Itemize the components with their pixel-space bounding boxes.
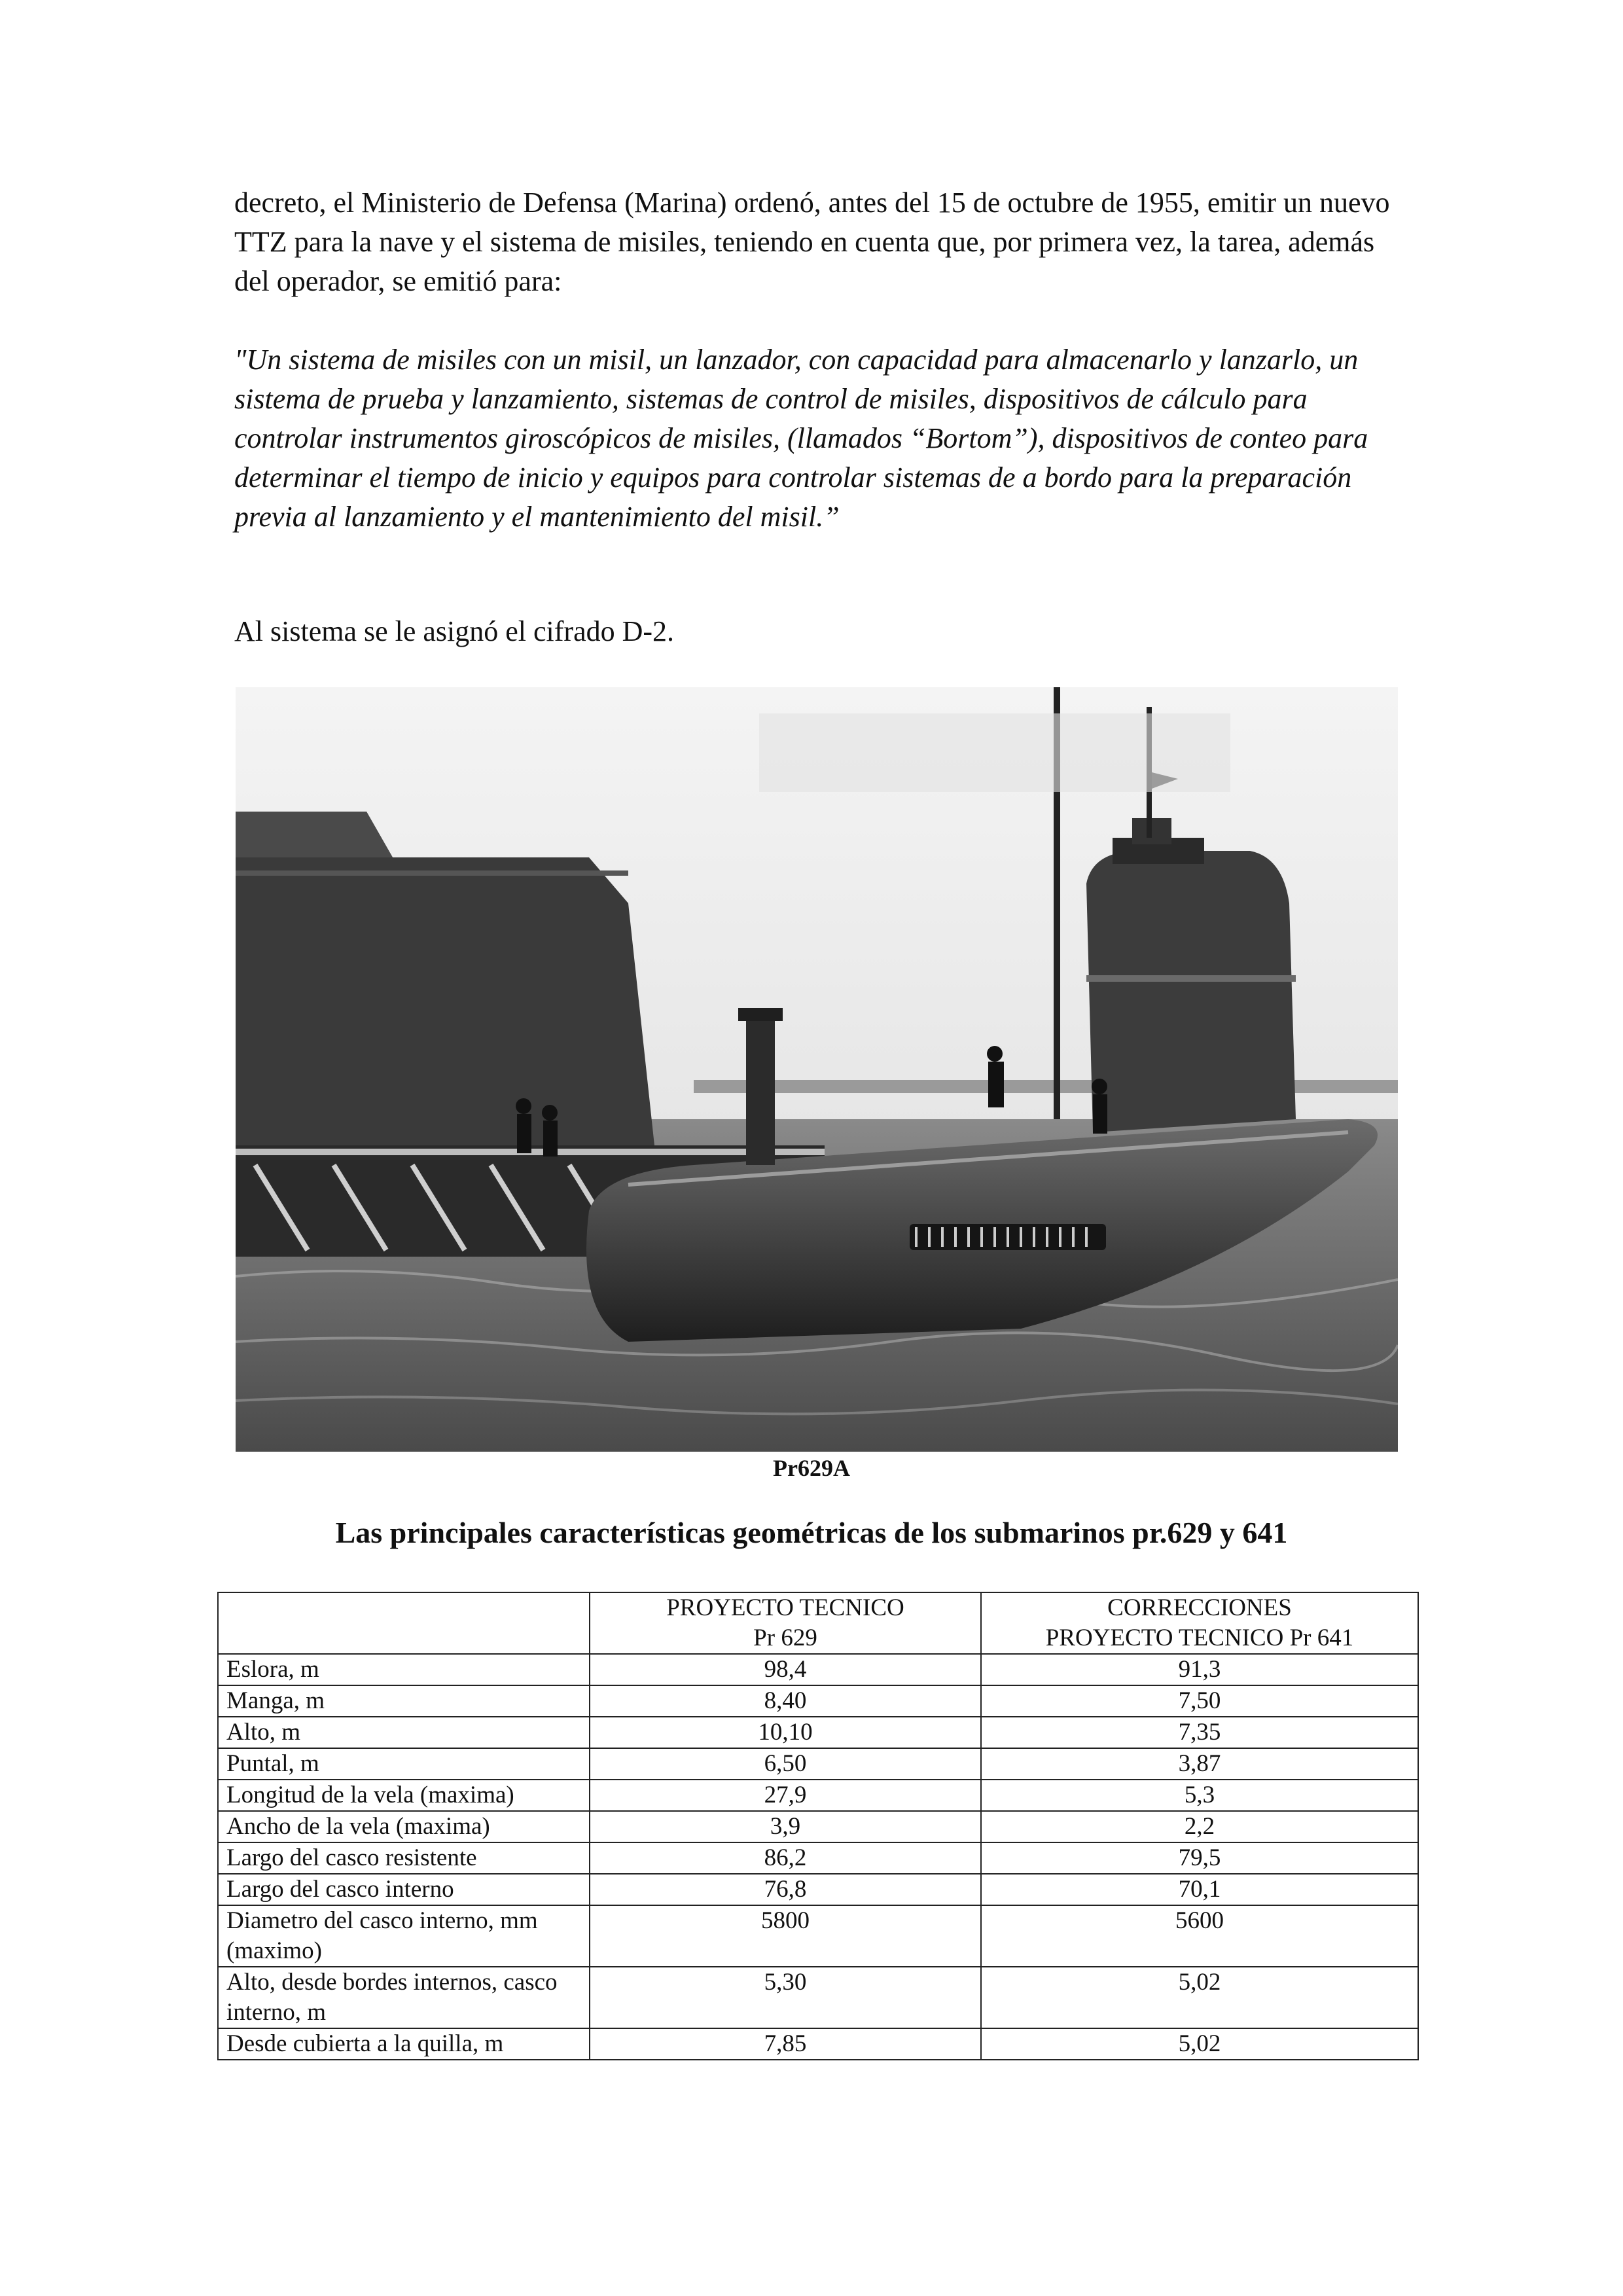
table-row [218,1780,1418,1811]
row-pr641-value: 3,87 [981,1748,1418,1780]
row-label: Puntal, m [218,1748,590,1780]
row-pr629-value: 6,50 [590,1748,981,1780]
row-pr641-value: 5,02 [981,2028,1418,2060]
row-pr641-value: 5,02 [981,1967,1418,2028]
row-label: Longitud de la vela (maxima) [218,1780,590,1811]
table-row [218,1717,1418,1748]
row-pr629-value: 27,9 [590,1780,981,1811]
table-title: Las principales características geométricas de los submarinos pr.629 y 641 [335,1516,1288,1549]
header-pr641 [981,1592,1418,1654]
table-row [218,1874,1418,1905]
intro-paragraph: decreto, el Ministerio de Defensa (Marina) ordenó, antes del 15 de octubre de 1955, emitir un nuevo TTZ para la nave y el sistema de misiles, teniendo en cuenta que, por primera vez, la tarea, además del operador, se emitió para: [234,187,1390,297]
row-pr629-value: 5,30 [590,1967,981,2028]
table-row [218,2028,1418,2060]
row-label: Alto, m [218,1717,590,1748]
row-pr629-value: 5800 [590,1905,981,1967]
row-pr641-value: 5600 [981,1905,1418,1967]
header-empty-cell [218,1592,590,1654]
row-label: Alto, desde bordes internos, casco interno, m [218,1967,590,2028]
table-row [218,1967,1418,2028]
row-pr629-value: 10,10 [590,1717,981,1748]
header-pr629 [590,1592,981,1654]
row-label: Largo del casco interno [218,1874,590,1905]
header-pr641-line1: CORRECCIONES [1107,1594,1292,1621]
row-pr629-value: 3,9 [590,1811,981,1842]
submarine-photo [236,687,1398,1452]
row-label: Eslora, m [218,1654,590,1685]
table-row [218,1748,1418,1780]
row-label: Diametro del casco interno, mm (maximo) [218,1905,590,1967]
row-pr641-value: 70,1 [981,1874,1418,1905]
row-label: Ancho de la vela (maxima) [218,1811,590,1842]
cipher-paragraph: Al sistema se le asignó el cifrado D-2. [234,615,675,647]
row-pr641-value: 5,3 [981,1780,1418,1811]
header-pr641-line2: PROYECTO TECNICO Pr 641 [1045,1624,1354,1651]
row-pr629-value: 86,2 [590,1842,981,1874]
row-pr629-value: 98,4 [590,1654,981,1685]
table-row [218,1811,1418,1842]
table-row [218,1905,1418,1967]
photo-caption: Pr629A [773,1455,850,1481]
row-label: Desde cubierta a la quilla, m [218,2028,590,2060]
table-row [218,1685,1418,1717]
table-header-row [218,1592,1418,1654]
row-pr629-value: 76,8 [590,1874,981,1905]
table-row [218,1654,1418,1685]
table-row [218,1842,1418,1874]
characteristics-table [217,1592,1419,2060]
row-pr641-value: 7,50 [981,1685,1418,1717]
row-pr629-value: 8,40 [590,1685,981,1717]
row-pr641-value: 7,35 [981,1717,1418,1748]
row-pr629-value: 7,85 [590,2028,981,2060]
row-pr641-value: 91,3 [981,1654,1418,1685]
row-label: Manga, m [218,1685,590,1717]
header-pr629-line1: PROYECTO TECNICO [666,1594,904,1621]
row-pr641-value: 2,2 [981,1811,1418,1842]
header-pr629-line2: Pr 629 [753,1624,817,1651]
quoted-requirement: "Un sistema de misiles con un misil, un lanzador, con capacidad para almacenarlo y lanzarlo, un sistema de prueba y lanzamiento, sistemas de control de misiles, dispositivos de cálculo para controlar instrumentos giroscópicos de misiles, (llamados “Bortom”), dispositivos de conteo para determinar el tiempo de inicio y equipos para controlar sistemas de a bordo para la preparación previa al lanzamiento y el mantenimiento del misil.” [234,344,1368,533]
row-pr641-value: 79,5 [981,1842,1418,1874]
row-label: Largo del casco resistente [218,1842,590,1874]
